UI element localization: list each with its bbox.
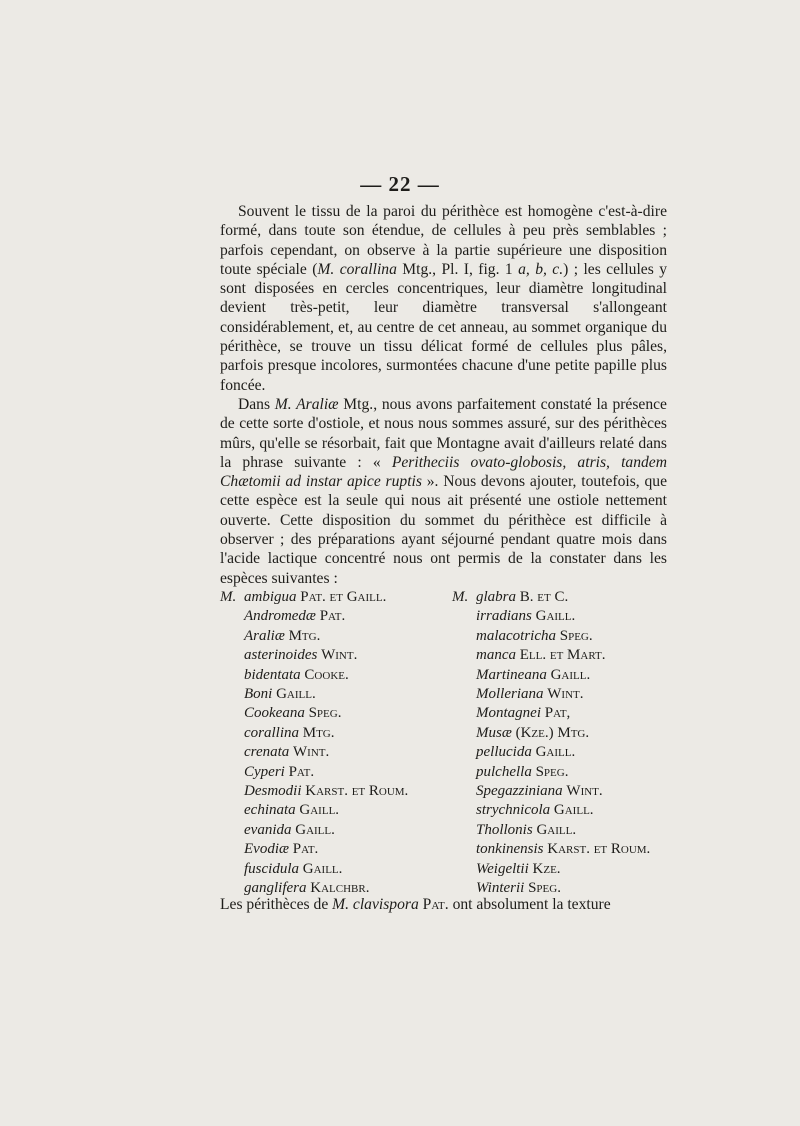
species-name: Evodiæ (244, 841, 289, 858)
species-entry (220, 860, 450, 879)
species-name: strychnicola (476, 802, 551, 819)
species-name: corallina (244, 724, 299, 741)
species-entry (452, 607, 682, 626)
species-author: Pat. et Gaill. (300, 589, 387, 605)
species-name: evanida (244, 821, 292, 838)
species-column-left (220, 588, 450, 899)
species-name: Martineana (476, 666, 547, 683)
closing-line (220, 895, 667, 914)
species-author: Speg. (528, 880, 561, 897)
p1-taxon-corallina: M. corallina (317, 260, 397, 278)
genus-abbrev: M. (452, 589, 469, 605)
species-entry (452, 704, 682, 723)
species-author: Gaill. (302, 860, 343, 877)
species-entry (220, 627, 450, 646)
species-name: Andromedæ (244, 608, 316, 625)
species-entry (220, 588, 450, 607)
species-author: (Kze.) Mtg. (515, 724, 590, 741)
species-entry (220, 821, 450, 840)
species-entry (452, 821, 682, 840)
species-name: irradians (476, 608, 532, 625)
page-number: — 22 — (360, 172, 440, 196)
p1-figure-letters: a, b, c. (518, 260, 564, 278)
species-author: Gaill. (553, 802, 594, 819)
species-author: Speg. (559, 627, 593, 644)
closing-text-b: ont absolument la texture (448, 896, 611, 913)
species-entry (452, 743, 682, 762)
species-entry (220, 666, 450, 685)
closing-text-a: Les périthèces de (220, 896, 333, 913)
paragraph-1 (220, 202, 667, 395)
species-name: ambigua (244, 589, 297, 605)
species-name: bidentata (244, 666, 301, 683)
species-entry (452, 685, 682, 704)
species-name: Cookeana (244, 705, 305, 722)
species-author: Karst. et Roum. (547, 841, 651, 858)
species-name: Desmodii (244, 783, 302, 800)
species-name: Montagnei (476, 705, 541, 722)
species-author: Pat. (288, 763, 315, 780)
closing-taxon: M. clavispora (332, 896, 419, 913)
species-author: Gaill. (535, 608, 576, 625)
species-author: Mtg. (302, 724, 335, 741)
p2-text-a: Dans (238, 395, 275, 413)
species-author: Cooke. (304, 666, 349, 683)
species-entry (452, 724, 682, 743)
paragraph-2 (220, 395, 667, 588)
species-author: Gaill. (276, 686, 316, 703)
species-author: Wint. (566, 783, 603, 800)
p2-text-c: ». Nous devons ajouter, toutefois, que cette espèce est la seule qui nous ait présenté une ostiole nettement ouverte. Cette disposition du sommet du périthèce est difficile à observer ; des préparations ayant séjourné pendant quatre mois dans l'acide lactique concentré nous ont permis de la constater dans les espèces suivantes : (220, 473, 667, 587)
species-name: Weigeltii (476, 860, 529, 877)
species-entry (452, 646, 682, 665)
p1-text-b: Mtg., Pl. I, fig. 1 (396, 260, 519, 278)
species-name: Musæ (476, 724, 512, 741)
species-author: Wint. (547, 686, 584, 703)
species-entry (220, 840, 450, 859)
closing-author: Pat. (418, 896, 449, 913)
species-name: pellucida (476, 744, 532, 761)
species-entry (220, 801, 450, 820)
species-entry (452, 588, 682, 607)
species-entry (220, 607, 450, 626)
species-author: Speg. (308, 705, 342, 722)
p2-taxon-araliae: M. Araliæ (274, 395, 339, 413)
genus-abbrev: M. (220, 589, 237, 605)
species-entry (220, 743, 450, 762)
p1-text-a: Souvent le tissu de la paroi du périthèce est homogène c'est-à-dire formé, dans toute son étendue, de cellules à peu près semblables ; parfois cependant, on observe à la partie supérieure une disposition toute spéciale ( (220, 203, 667, 278)
species-author: Ell. et Mart. (519, 647, 606, 664)
species-entry (220, 646, 450, 665)
species-author: Mtg. (288, 627, 321, 644)
species-name: ganglifera (244, 880, 307, 897)
species-author: Wint. (321, 647, 358, 664)
species-name: Thollonis (476, 821, 533, 838)
species-name: Molleriana (476, 686, 544, 703)
species-name: fuscidula (244, 860, 299, 877)
species-author: Pat. (292, 841, 319, 858)
species-name: pulchella (476, 763, 532, 780)
species-author: Gaill. (550, 666, 591, 683)
species-entry (220, 763, 450, 782)
species-author: Wint. (293, 744, 330, 761)
p1-text-c: ) ; les cellules y sont disposées en cercles concentriques, leur diamètre longitudinal devient très-petit, leur diamètre transversal s'allongeant considérablement, et, au centre de cet anneau, au sommet organique du périthèce, se trouve un tissu délicat formé de cellules plus pâles, parfois presque incolores, surmontées chacune d'une petite papille plus foncée. (220, 260, 667, 394)
species-name: echinata (244, 802, 296, 819)
species-author: Karst. et Roum. (305, 783, 409, 800)
species-name: Winterii (476, 880, 525, 897)
species-name: manca (476, 647, 516, 664)
body-text (220, 202, 667, 588)
species-entry (452, 666, 682, 685)
species-entry (452, 627, 682, 646)
species-name: Araliæ (244, 627, 285, 644)
species-author: Speg. (535, 763, 569, 780)
species-entry (452, 782, 682, 801)
species-name: Boni (244, 686, 273, 703)
species-column-right (452, 588, 682, 899)
species-name: tonkinensis (476, 841, 544, 858)
species-name: asterinoides (244, 647, 318, 664)
species-entry (452, 840, 682, 859)
species-name: Spegazziniana (476, 783, 563, 800)
species-entry (220, 782, 450, 801)
species-author: Pat, (544, 705, 571, 722)
species-entry (220, 724, 450, 743)
species-author: Pat. (319, 608, 346, 625)
species-author: Kze. (532, 860, 561, 877)
species-entry (220, 704, 450, 723)
species-entry (452, 763, 682, 782)
species-name: glabra (476, 589, 517, 605)
species-entry (452, 801, 682, 820)
species-name: crenata (244, 744, 290, 761)
species-author: Kalchbr. (310, 880, 370, 897)
species-entry (220, 685, 450, 704)
species-author: Gaill. (535, 744, 576, 761)
species-name: malacotricha (476, 627, 556, 644)
p2-latin-quote: Peritheciis ovato-globosis, atris, tandem Chætomii ad instar apice ruptis (220, 453, 667, 491)
p2-text-b: Mtg., nous avons parfaitement constaté la présence de cette sorte d'ostiole, et nous nous sommes assuré, sur des périthèces mûrs, qu'elle se résorbait, fait que Montagne avait d'ailleurs relaté dans la phrase suivante : « (220, 395, 667, 471)
species-author: Gaill. (299, 802, 340, 819)
species-author: Gaill. (536, 821, 577, 838)
species-name: Cyperi (244, 763, 285, 780)
species-author: B. et C. (519, 589, 569, 605)
species-author: Gaill. (295, 821, 335, 838)
species-entry (452, 860, 682, 879)
